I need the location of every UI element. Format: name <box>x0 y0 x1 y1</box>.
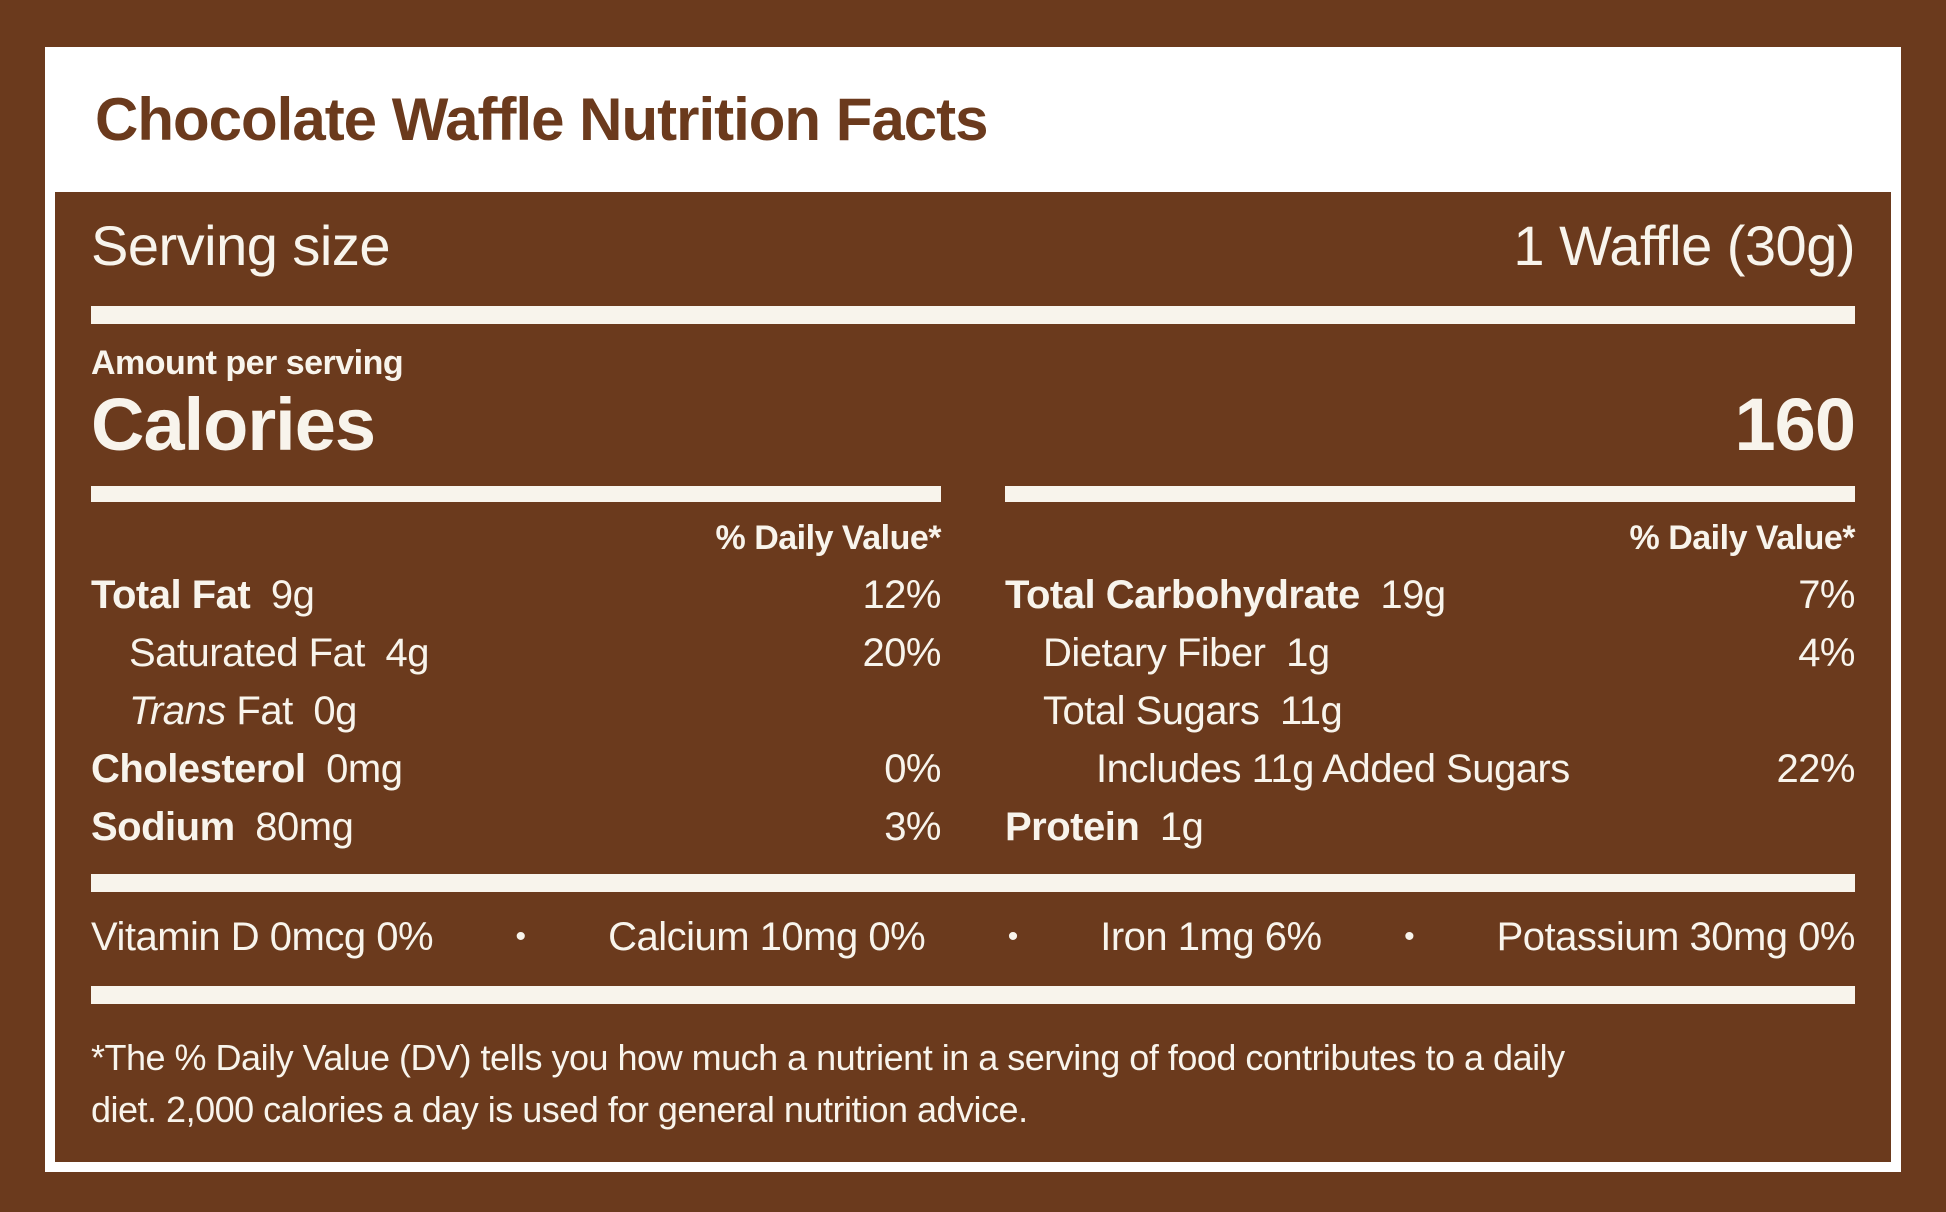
nutrient-amount: 1g <box>1159 805 1204 849</box>
nutrient-row <box>1005 624 1855 682</box>
nutrient-dv: 7% <box>1798 573 1855 617</box>
micronutrients-row <box>91 914 1855 960</box>
right-rows <box>1005 566 1855 856</box>
nutrient-name: Fat <box>236 689 293 733</box>
column-bar <box>1005 486 1855 502</box>
micro-item-vitamin-d: Vitamin D 0mcg 0% <box>91 915 434 959</box>
bullet-dot: • <box>1404 920 1415 953</box>
right-column <box>1005 486 1855 856</box>
nutrient-columns <box>91 486 1855 856</box>
nutrient-row <box>1005 740 1855 798</box>
serving-row <box>91 214 1855 278</box>
nutrient-name: Saturated Fat <box>129 631 365 675</box>
nutrient-name: Total Sugars <box>1043 689 1260 733</box>
footnote-line-1: *The % Daily Value (DV) tells you how much a nutrient in a serving of food contributes to a daily <box>91 1037 1565 1078</box>
label-interior <box>55 192 1891 1162</box>
micro-item-calcium: Calcium 10mg 0% <box>608 915 926 959</box>
nutrient-row <box>1005 798 1855 856</box>
nutrition-card <box>45 47 1901 1172</box>
nutrient-dv: 20% <box>862 631 941 675</box>
nutrient-dv: 4% <box>1798 631 1855 675</box>
page-title: Chocolate Waffle Nutrition Facts <box>95 86 988 153</box>
nutrient-dv: 22% <box>1776 747 1855 791</box>
left-rows <box>91 566 941 856</box>
nutrient-name: Sodium <box>91 805 235 849</box>
micro-item-iron: Iron 1mg 6% <box>1100 915 1322 959</box>
nutrient-amount: 80mg <box>255 805 354 849</box>
nutrient-name: Cholesterol <box>91 747 306 791</box>
nutrient-dv: 12% <box>862 573 941 617</box>
card-header <box>45 47 1901 192</box>
separator <box>91 874 1855 892</box>
nutrient-amount: 19g <box>1380 573 1446 617</box>
nutrient-row <box>91 798 941 856</box>
serving-size-label: Serving size <box>91 214 391 277</box>
nutrient-name: Total Carbohydrate <box>1005 573 1360 617</box>
bullet-dot: • <box>515 920 526 953</box>
separator <box>91 306 1855 324</box>
amount-per-serving-label: Amount per serving <box>91 344 404 382</box>
nutrient-amount: 0g <box>313 689 357 733</box>
nutrient-name-italic: Trans <box>129 689 226 733</box>
nutrient-name: Total Fat <box>91 573 251 617</box>
calories-value: 160 <box>1734 383 1855 466</box>
micro-item-potassium: Potassium 30mg 0% <box>1496 915 1855 959</box>
nutrient-amount: 1g <box>1286 631 1330 675</box>
calories-row <box>91 383 1855 466</box>
nutrient-amount: 0mg <box>326 747 403 791</box>
nutrient-name: Protein <box>1005 805 1140 849</box>
nutrient-row <box>91 682 941 740</box>
daily-value-header: % Daily Value* <box>1629 519 1855 557</box>
nutrient-row <box>1005 682 1855 740</box>
calories-label: Calories <box>91 383 376 466</box>
nutrient-name: Dietary Fiber <box>1043 631 1266 675</box>
nutrient-row <box>91 740 941 798</box>
nutrient-dv: 0% <box>884 747 941 791</box>
left-column <box>91 486 941 856</box>
serving-size-value: 1 Waffle (30g) <box>1513 214 1855 277</box>
nutrient-amount: 11g <box>1279 689 1343 733</box>
separator <box>91 986 1855 1004</box>
nutrient-amount: 9g <box>270 573 315 617</box>
nutrient-row <box>1005 566 1855 624</box>
column-bar <box>91 486 941 502</box>
footnote <box>91 1032 1855 1136</box>
nutrient-dv: 3% <box>884 805 941 849</box>
footnote-line-2: diet. 2,000 calories a day is used for general nutrition advice. <box>91 1089 1028 1130</box>
nutrient-row <box>91 624 941 682</box>
daily-value-header: % Daily Value* <box>715 519 941 557</box>
nutrient-row <box>91 566 941 624</box>
nutrient-amount: 4g <box>385 631 429 675</box>
bullet-dot: • <box>1007 920 1018 953</box>
nutrient-name: Includes 11g Added Sugars <box>1096 747 1570 791</box>
